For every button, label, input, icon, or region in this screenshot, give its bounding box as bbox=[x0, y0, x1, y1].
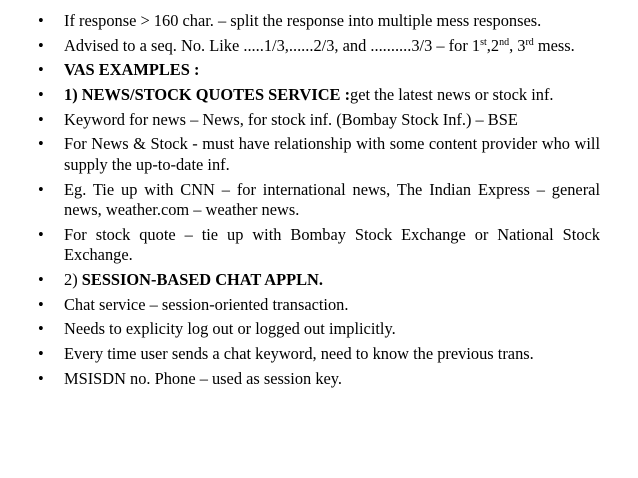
bullet-item-session-key bbox=[38, 369, 600, 390]
bullet-item-logout bbox=[38, 319, 600, 340]
superscript-nd: nd bbox=[499, 36, 510, 48]
bullet-item-session-chat bbox=[38, 270, 600, 291]
section-heading: SESSION-BASED CHAT APPLN. bbox=[81, 270, 323, 289]
section-heading: VAS EXAMPLES : bbox=[64, 60, 200, 80]
bullet-item-tie-up-examples bbox=[38, 180, 600, 221]
bullet-text: Advised to a seq. No. Like .....1/3,......2/3, and ..........3/3 – for 1 bbox=[64, 35, 481, 55]
bullet-item-news-stock-service bbox=[38, 85, 600, 106]
superscript-st: st bbox=[480, 36, 487, 48]
section-heading: 1) NEWS/STOCK QUOTES SERVICE : bbox=[64, 85, 351, 105]
bullet-text-separator: ,2 bbox=[486, 35, 500, 55]
bullet-text: Every time user sends a chat keyword, need to know the previous trans. bbox=[64, 344, 534, 364]
bullet-text: MSISDN no. Phone – used as session key. bbox=[64, 368, 343, 388]
bullet-text-separator: , 3 bbox=[509, 35, 526, 55]
bullet-item-chat-service bbox=[38, 295, 600, 316]
bullet-item-vas-examples bbox=[38, 60, 600, 81]
bullet-list bbox=[38, 11, 600, 389]
bullet-text: If response > 160 char. – split the response into multiple mess responses. bbox=[64, 11, 542, 30]
bullet-item-stock-quote bbox=[38, 225, 600, 266]
bullet-item-previous-trans bbox=[38, 344, 600, 365]
bullet-item-sequence-numbering bbox=[38, 36, 600, 57]
bullet-text: For stock quote – tie up with Bombay Stock Exchange or National Stock Exchange. bbox=[64, 224, 600, 265]
bullet-text: Eg. Tie up with CNN – for international news, The Indian Express – general news, weather.com – weather news. bbox=[64, 179, 600, 220]
superscript-rd: rd bbox=[525, 36, 534, 48]
bullet-text: mess. bbox=[533, 35, 575, 55]
bullet-text: get the latest news or stock inf. bbox=[350, 85, 554, 105]
bullet-text: For News & Stock - must have relationship with some content provider who will supply the up-to-date inf. bbox=[64, 134, 600, 174]
bullet-item-response-split bbox=[38, 11, 600, 32]
bullet-item-content-provider bbox=[38, 134, 600, 175]
bullet-text: Chat service – session-oriented transaction. bbox=[64, 294, 349, 314]
bullet-text: Keyword for news – News, for stock inf. (Bombay Stock Inf.) – BSE bbox=[64, 109, 518, 129]
bullet-item-keywords bbox=[38, 110, 600, 131]
section-number: 2) bbox=[64, 270, 82, 289]
bullet-text: Needs to explicity log out or logged out implicitly. bbox=[64, 319, 396, 339]
